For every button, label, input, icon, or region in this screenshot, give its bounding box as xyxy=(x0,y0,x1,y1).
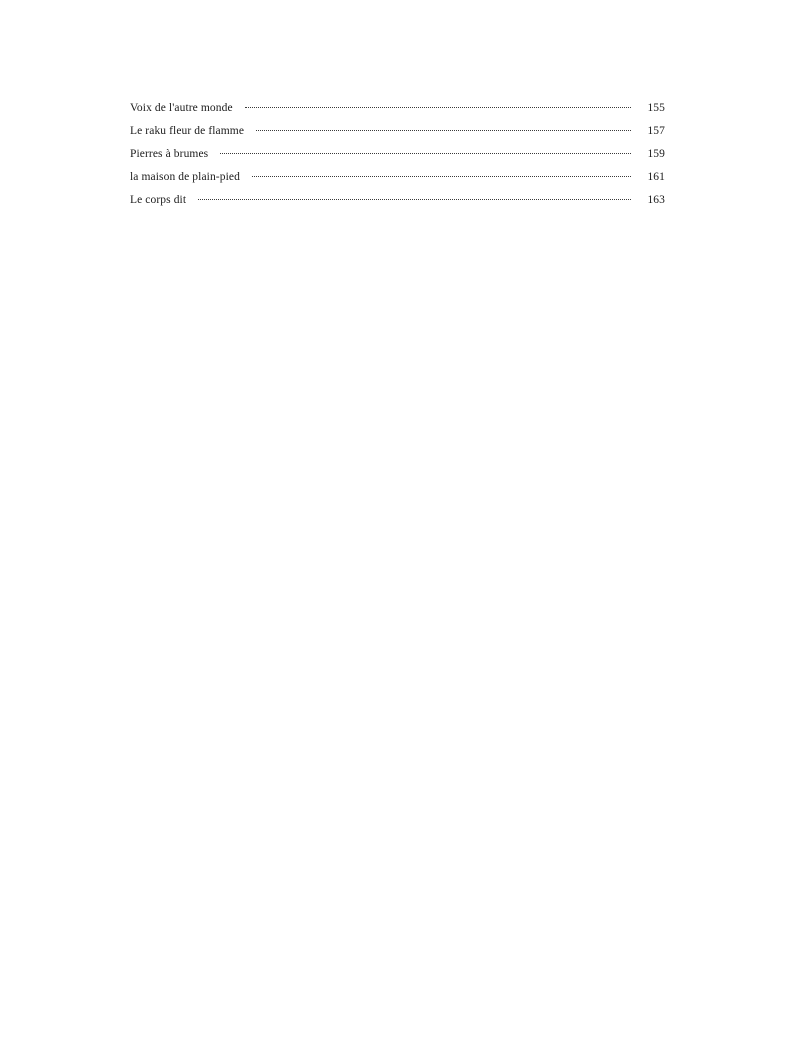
toc-leader-dots xyxy=(256,123,631,135)
toc-entry-page: 159 xyxy=(647,148,665,160)
toc-leader-dots xyxy=(198,192,631,204)
toc-entry-page: 163 xyxy=(647,194,665,206)
toc-entry-title: Voix de l'autre monde xyxy=(130,102,233,114)
toc-leader-dots xyxy=(220,146,631,158)
toc-entry-title: la maison de plain-pied xyxy=(130,171,240,183)
toc-entry-title: Le corps dit xyxy=(130,194,187,206)
toc-entry[interactable] xyxy=(130,120,665,143)
toc-entry-title: Pierres à brumes xyxy=(130,148,209,160)
toc-entry-page: 155 xyxy=(647,102,665,114)
toc-entry[interactable] xyxy=(130,166,665,189)
toc-leader-dots xyxy=(252,169,631,181)
toc-entry-title: Le raku fleur de flamme xyxy=(130,125,245,137)
toc-entry[interactable] xyxy=(130,97,665,120)
toc-entry-page: 161 xyxy=(647,171,665,183)
toc-entry[interactable] xyxy=(130,189,665,212)
toc-leader-dots xyxy=(245,100,631,112)
toc-entry-page: 157 xyxy=(647,125,665,137)
toc-entry[interactable] xyxy=(130,143,665,166)
table-of-contents xyxy=(130,97,665,212)
